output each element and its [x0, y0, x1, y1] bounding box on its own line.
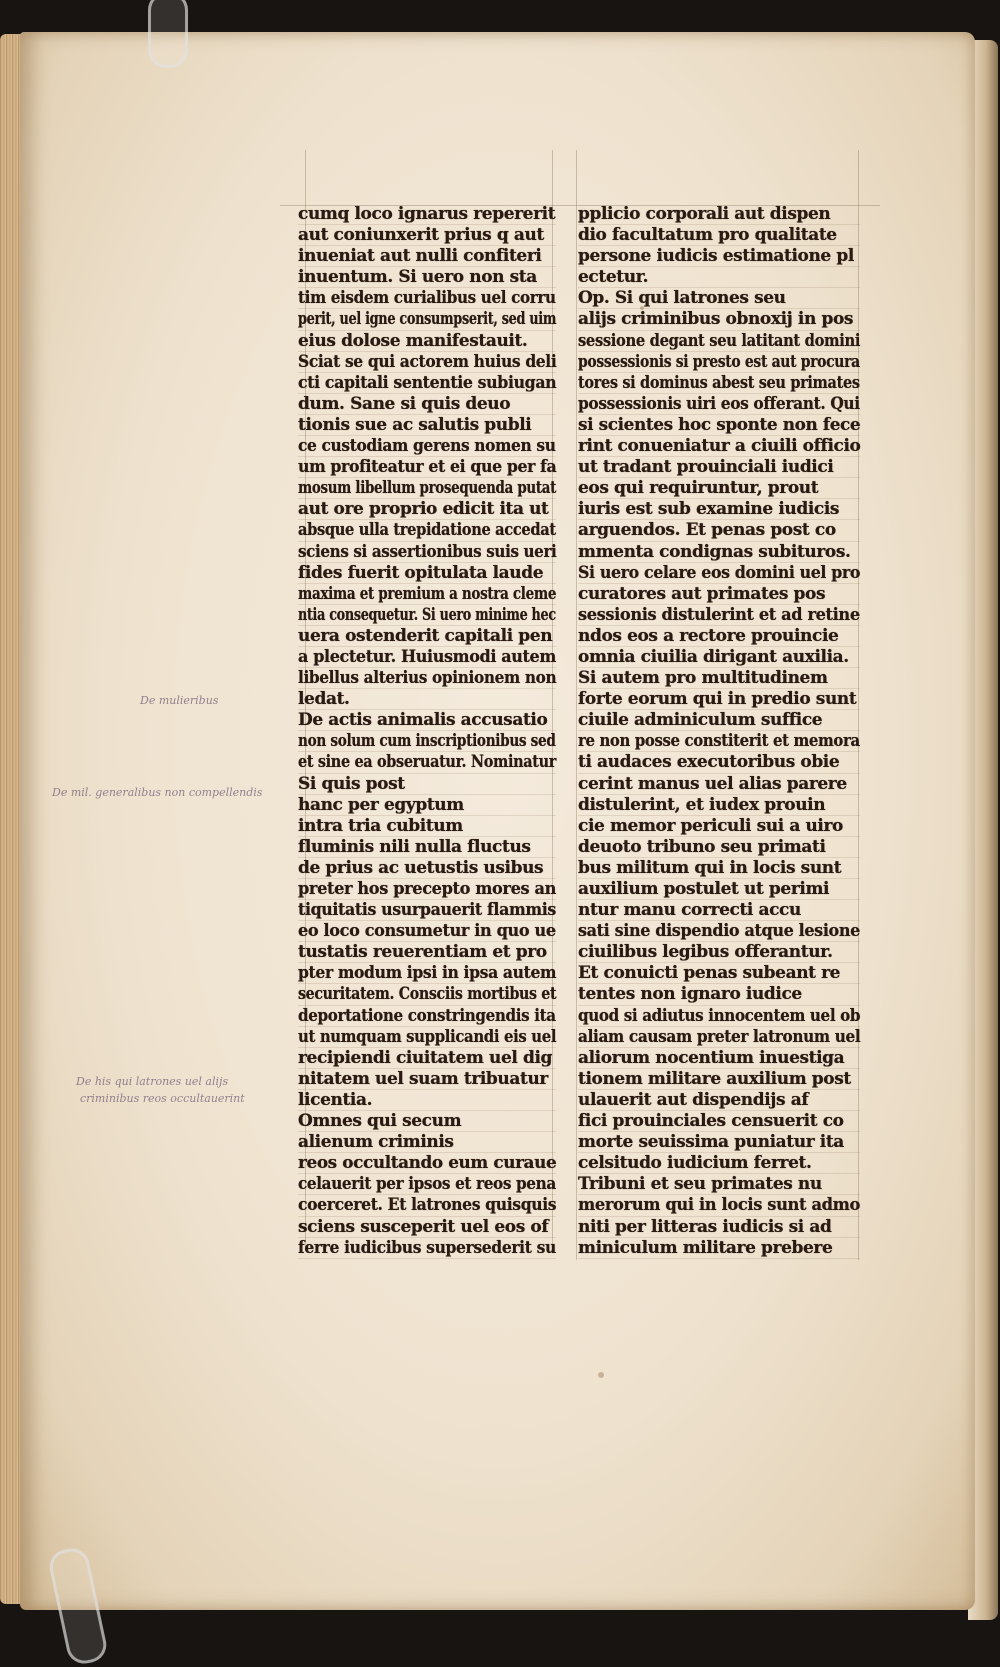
text-line: eius dolose manifestauit. — [298, 331, 556, 352]
text-line: cti capitali sententie subiugan — [298, 372, 557, 393]
text-line: reos occultando eum curaue — [298, 1153, 557, 1174]
text-line: absque ulla trepidatione accedat — [298, 520, 556, 541]
text-line: curatores aut primates pos — [578, 584, 860, 605]
text-line: ndos eos a rectore prouincie — [578, 626, 860, 647]
text-line: sessionis distulerint et ad retine — [578, 604, 860, 625]
text-line: ferre iudicibus supersederit su — [298, 1237, 556, 1258]
text-line: cerint manus uel alias parere — [578, 774, 860, 795]
text-line: ce custodiam gerens nomen su — [298, 436, 556, 457]
text-line: hanc per egyptum — [298, 795, 556, 816]
text-line: non solum cum inscriptionibus sed — [298, 731, 556, 752]
text-line: sessione degant seu latitant domini — [578, 330, 861, 351]
text-line: coerceret. Et latrones quisquis — [298, 1195, 557, 1216]
text-line: ntia consequetur. Si uero minime hec — [298, 604, 556, 625]
text-column-left — [298, 204, 557, 1258]
text-line: celauerit per ipsos et reos pena — [298, 1174, 556, 1195]
text-line: Op. Si qui latrones seu — [578, 288, 860, 309]
text-line: de prius ac uetustis usibus — [298, 858, 556, 879]
text-line: celsitudo iudicium ferret. — [578, 1153, 860, 1174]
text-line: ut numquam supplicandi eis uel — [298, 1026, 557, 1047]
text-line: rint conueniatur a ciuili officio — [578, 436, 861, 457]
text-line: pter modum ipsi in ipsa autem — [298, 963, 557, 984]
text-line: alijs criminibus obnoxij in pos — [578, 309, 860, 330]
text-line: Si quis post — [298, 774, 556, 795]
text-line: forte eorum qui in predio sunt — [578, 689, 860, 710]
text-line: dum. Sane si quis deuo — [298, 394, 556, 415]
text-line: eos qui requiruntur, prout — [578, 478, 860, 499]
text-line: dio facultatum pro qualitate — [578, 225, 860, 246]
text-line: morte seuissima puniatur ita — [578, 1132, 860, 1153]
text-line: ti audaces executoribus obie — [578, 752, 860, 773]
text-line: sciens susceperit uel eos of — [298, 1217, 556, 1238]
text-line: Sciat se qui actorem huius deli — [298, 351, 557, 372]
text-line: distulerint, et iudex prouin — [578, 795, 860, 816]
text-line: persone iudicis estimatione pl — [578, 246, 860, 267]
text-line: Si autem pro multitudinem — [578, 668, 860, 689]
text-line: possessionis uiri eos offerant. Qui — [578, 393, 860, 414]
text-line: aut ore proprio edicit ita ut — [298, 499, 556, 520]
text-line: cumq loco ignarus repererit — [298, 204, 556, 224]
text-line: inueniat aut nulli confiteri — [298, 246, 556, 267]
text-line: sciens si assertionibus suis ueri — [298, 541, 557, 562]
marginal-note: De mulieribus — [140, 694, 219, 707]
text-line: inuentum. Si uero non sta — [298, 267, 556, 288]
text-line: ledat. — [298, 689, 556, 710]
text-line: a plectetur. Huiusmodi autem — [298, 646, 556, 667]
text-line: ut tradant prouinciali iudici — [578, 457, 860, 478]
text-line: fluminis nili nulla fluctus — [298, 837, 556, 858]
text-line: perit, uel igne consumpserit, sed uim — [298, 309, 557, 330]
text-line: fides fuerit opitulata laude — [298, 563, 556, 584]
text-line: aliam causam preter latronum uel — [578, 1026, 861, 1047]
text-line: alienum criminis — [298, 1132, 556, 1153]
text-line: tentes non ignaro iudice — [578, 984, 860, 1005]
text-line: securitatem. Consciis mortibus et — [298, 984, 557, 1005]
marginal-note: criminibus reos occultauerint — [80, 1092, 245, 1105]
text-line: mosum libellum prosequenda putat — [298, 478, 556, 499]
text-line: quod si adiutus innocentem uel ob — [578, 1005, 861, 1026]
text-line: tionem militare auxilium post — [578, 1069, 860, 1090]
text-line: aut coniunxerit prius q aut — [298, 225, 556, 246]
text-line: intra tria cubitum — [298, 816, 556, 837]
page-clip-top — [148, 0, 188, 68]
text-line: libellus alterius opinionem non — [298, 668, 557, 689]
text-line: possessionis si presto est aut procura — [578, 351, 860, 372]
text-line: sati sine dispendio atque lesione — [578, 921, 860, 942]
text-line: Et conuicti penas subeant re — [578, 963, 860, 984]
marginal-note: De his qui latrones uel alijs — [76, 1075, 229, 1088]
text-line: tim eisdem curialibus uel corru — [298, 288, 556, 309]
text-line: re non posse constiterit et memora — [578, 731, 860, 752]
text-line: ciuile adminiculum suffice — [578, 710, 860, 731]
text-line: tionis sue ac salutis publi — [298, 415, 556, 436]
text-line: fici prouinciales censuerit co — [578, 1111, 860, 1132]
text-line: nitatem uel suam tribuatur — [298, 1069, 556, 1090]
text-line: auxilium postulet ut perimi — [578, 879, 860, 900]
text-line: eo loco consumetur in quo ue — [298, 921, 556, 942]
text-line: iuris est sub examine iudicis — [578, 499, 860, 520]
text-line: aliorum nocentium inuestiga — [578, 1048, 860, 1069]
text-line: ciuilibus legibus offerantur. — [578, 942, 860, 963]
text-line: arguendos. Et penas post co — [578, 520, 860, 541]
text-line: deportatione constringendis ita — [298, 1005, 556, 1026]
text-line: ectetur. — [578, 267, 860, 288]
text-line: preter hos precepto mores an — [298, 879, 556, 899]
text-line: Tribuni et seu primates nu — [578, 1174, 860, 1195]
stain-spot — [598, 1372, 604, 1378]
stain-spot — [640, 306, 644, 310]
text-line: De actis animalis accusatio — [298, 710, 556, 731]
text-line: tores si dominus abest seu primates — [578, 372, 860, 393]
text-line: si scientes hoc sponte non fece — [578, 414, 861, 435]
text-line: niti per litteras iudicis si ad — [578, 1217, 860, 1238]
text-line: ntur manu correcti accu — [578, 900, 860, 921]
text-line: maxima et premium a nostra cleme — [298, 583, 557, 604]
text-line: bus militum qui in locis sunt — [578, 858, 860, 879]
text-line: ulauerit aut dispendijs af — [578, 1090, 860, 1111]
text-line: et sine ea obseruatur. Nominatur — [298, 752, 557, 773]
text-line: recipiendi ciuitatem uel dig — [298, 1048, 556, 1069]
text-column-right — [578, 204, 860, 1256]
text-line: uera ostenderit capitali pen — [298, 626, 556, 647]
text-line: tustatis reuerentiam et pro — [298, 942, 556, 963]
text-line: Si uero celare eos domini uel pro — [578, 562, 861, 583]
text-line: mmenta condignas subituros. — [578, 542, 860, 563]
marginal-note: De mil. generalibus non compellendis — [52, 786, 263, 799]
text-line: tiquitatis usurpauerit flammis — [298, 900, 556, 921]
text-line: cie memor periculi sui a uiro — [578, 816, 860, 837]
text-line: pplicio corporali aut dispen — [578, 204, 860, 225]
text-line: merorum qui in locis sunt admo — [578, 1195, 861, 1216]
text-line: licentia. — [298, 1090, 556, 1111]
text-line: miniculum militare prebere — [578, 1238, 860, 1259]
ruling-line — [576, 150, 577, 1260]
text-line: omnia ciuilia dirigant auxilia. — [578, 647, 860, 668]
text-line: um profiteatur et ei que per fa — [298, 457, 557, 478]
text-line: Omnes qui secum — [298, 1111, 556, 1132]
text-line: deuoto tribuno seu primati — [578, 837, 860, 858]
